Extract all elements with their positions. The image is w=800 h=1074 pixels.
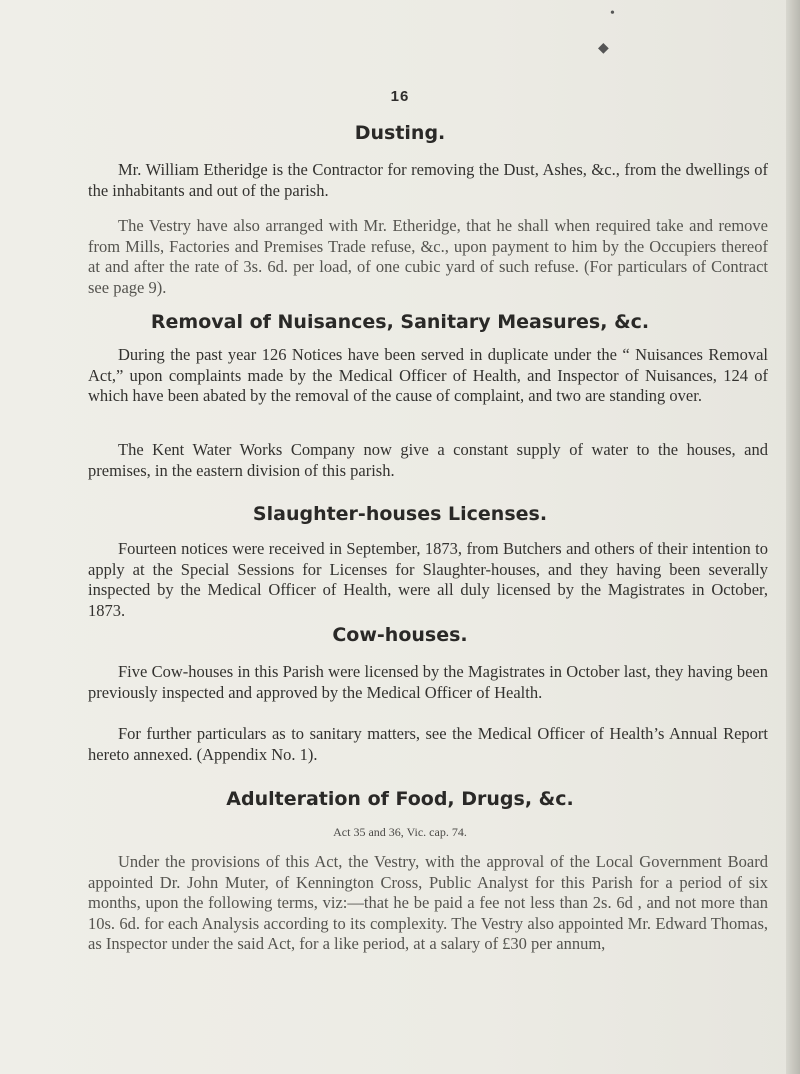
page-number: 16 (390, 88, 410, 105)
section-heading-dusting: Dusting. (354, 122, 446, 144)
paragraph: Five Cow-houses in this Parish were licensed by the Magistrates in October last, they having been previously inspected and approved by the Medical Officer of Health. (88, 662, 768, 702)
paragraph: During the past year 126 Notices have been served in duplicate under the “ Nuisances Removal Act,” upon complaints made by the Medical Officer of Health, and Inspector of Nuisances, 124 of which have been abated by the removal of the cause of complaint, and two are standing over. (88, 345, 768, 405)
section-heading-adulteration: Adulteration of Food, Drugs, &c. (226, 788, 574, 810)
paragraph: The Kent Water Works Company now give a constant supply of water to the houses, and premises, in the eastern division of this parish. (88, 440, 768, 480)
section-heading-slaughter-houses: Slaughter-houses Licenses. (252, 503, 548, 525)
paragraph: For further particulars as to sanitary matters, see the Medical Officer of Health’s Annual Report hereto annexed. (Appendix No. 1). (88, 724, 768, 764)
section-subheading-act: Act 35 and 36, Vic. cap. 74. (333, 825, 467, 839)
section-heading-cow-houses: Cow-houses. (332, 624, 468, 646)
paragraph: Mr. William Etheridge is the Contractor for removing the Dust, Ashes, &c., from the dwellings of the inhabitants and out of the parish. (88, 160, 768, 200)
paragraph: The Vestry have also arranged with Mr. Etheridge, that he shall when required take and remove from Mills, Factories and Premises Trade refuse, &c., upon payment to him by the Occupiers thereof at and after the rate of 3s. 6d. per load, of one cubic yard of such refuse. (For particulars of Contract see page 9). (88, 216, 768, 297)
section-heading-nuisances: Removal of Nuisances, Sanitary Measures, &c. (150, 311, 650, 333)
paragraph: Under the provisions of this Act, the Vestry, with the approval of the Local Government Board appointed Dr. John Muter, of Kennington Cross, Public Analyst for this Parish for a period of six months, upon the following terms, viz:—that he be paid a fee not less than 2s. 6d , and not more than 10s. 6d. for each Analysis according to its complexity. The Vestry also appointed Mr. Edward Thomas, as Inspector under the said Act, for a like period, at a salary of £30 per annum, (88, 852, 768, 953)
stray-mark: • (610, 6, 615, 21)
paragraph: Fourteen notices were received in September, 1873, from Butchers and others of their intention to apply at the Special Sessions for Licenses for Slaughter-houses, and they having been severally inspected by the Medical Officer of Health, were all duly licensed by the Magistrates in October, 1873. (88, 539, 768, 620)
page-edge-shadow (786, 0, 800, 1074)
stray-mark: ◆ (598, 41, 609, 56)
